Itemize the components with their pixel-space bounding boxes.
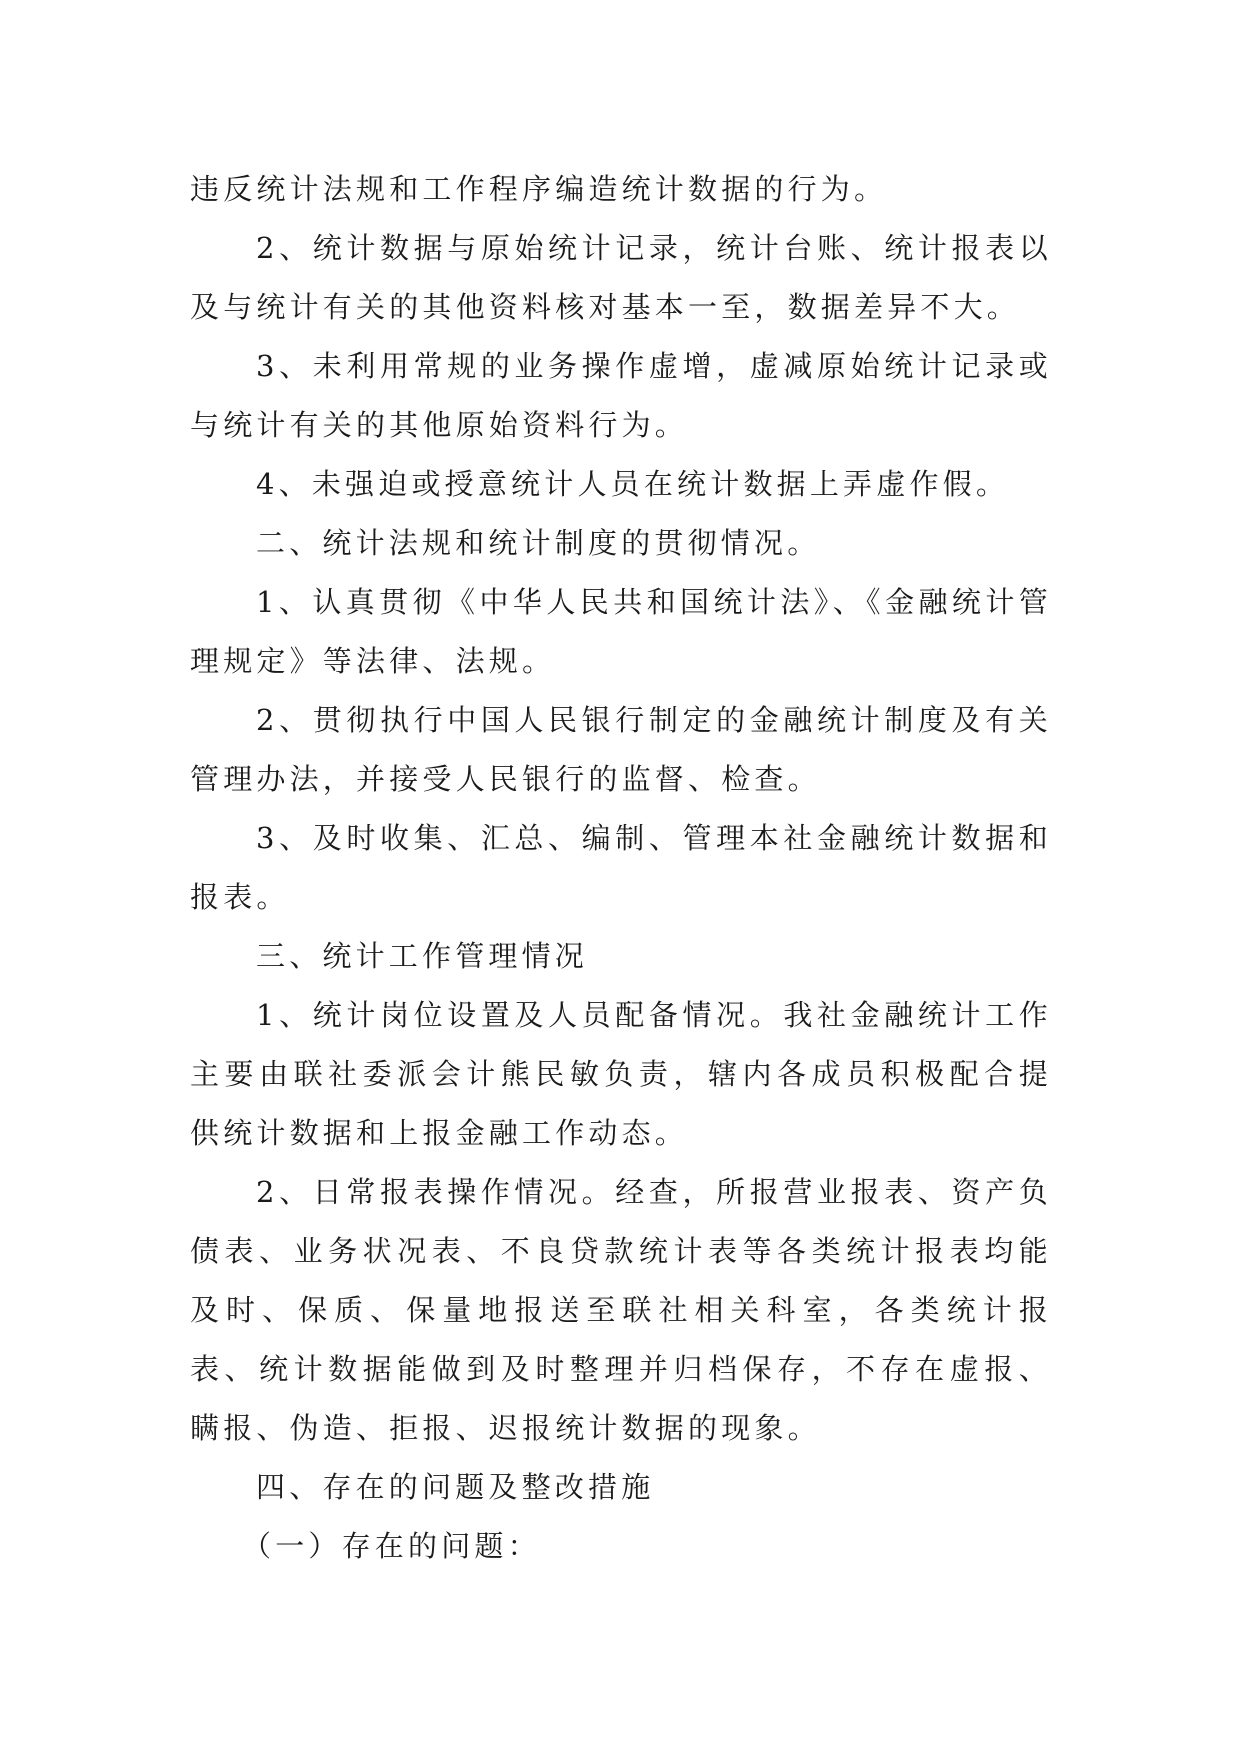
section-heading-4: 四、存在的问题及整改措施: [256, 1470, 655, 1504]
document-body: [190, 160, 1052, 1576]
section-heading-3: 三、统计工作管理情况: [256, 939, 589, 973]
paragraph-item-2-daily-reports: 2、日常报表操作情况。经查，所报营业报表、资产负债表、业务状况表、不良贷款统计表等各类统计报表均能及时、保质、保量地报送至联社相关科室，各类统计报表、统计数据能做到及时整理并归档保存，不存在虚报、瞒报、伪造、拒报、迟报统计数据的现象。: [190, 1175, 1052, 1445]
paragraph-item-2-implement-system: 2、贯彻执行中国人民银行制定的金融统计制度及有关管理办法，并接受人民银行的监督、检查。: [190, 703, 1052, 796]
paragraph-item-1-implement-law: 1、认真贯彻《中华人民共和国统计法》、《金融统计管理规定》等法律、法规。: [190, 585, 1052, 678]
subsection-heading-problems: （一）存在的问题：: [242, 1529, 541, 1563]
paragraph-item-2-data-consistency: 2、统计数据与原始统计记录，统计台账、统计报表以及与统计有关的其他资料核对基本一至，数据差异不大。: [190, 231, 1052, 324]
paragraph-violation-statement: 违反统计法规和工作程序编造统计数据的行为。: [190, 172, 888, 206]
section-heading-2: 二、统计法规和统计制度的贯彻情况。: [256, 526, 821, 560]
paragraph-item-1-staffing: 1、统计岗位设置及人员配备情况。我社金融统计工作主要由联社委派会计熊民敏负责，辖内各成员积极配合提供统计数据和上报金融工作动态。: [190, 998, 1052, 1150]
paragraph-item-3-no-false-entries: 3、未利用常规的业务操作虚增，虚减原始统计记录或与统计有关的其他原始资料行为。: [190, 349, 1052, 442]
paragraph-item-4-no-coercion: 4、未强迫或授意统计人员在统计数据上弄虚作假。: [256, 467, 1010, 501]
paragraph-item-3-collect-data: 3、及时收集、汇总、编制、管理本社金融统计数据和报表。: [190, 821, 1052, 914]
